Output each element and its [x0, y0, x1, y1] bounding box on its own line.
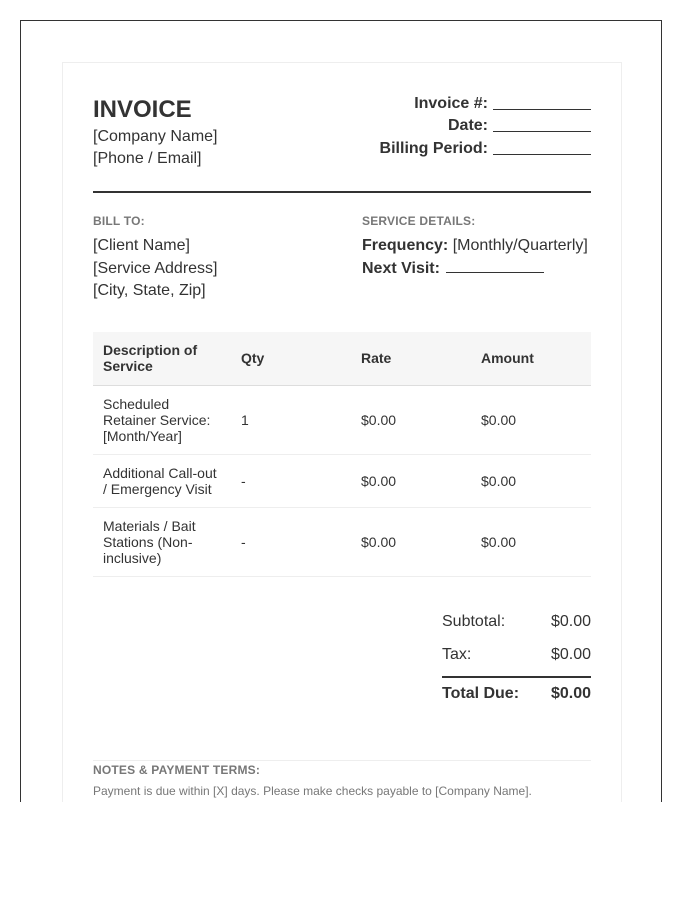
invoice-title: INVOICE: [93, 96, 192, 123]
notes-text: Payment is due within [X] days. Please make checks payable to [Company Name].: [93, 784, 532, 798]
row-description: Scheduled Retainer Service: [Month/Year]: [93, 385, 231, 454]
total-due-value: $0.00: [550, 685, 591, 702]
bill-to-label: BILL TO:: [93, 214, 145, 228]
frequency-row: [362, 237, 588, 255]
table-row: [93, 454, 591, 507]
date-label: Date:: [447, 117, 488, 134]
billing-period-row: [380, 138, 591, 158]
frequency-label: Frequency:: [362, 237, 449, 254]
company-name: [Company Name]: [93, 128, 218, 145]
header-qty: Qty: [231, 332, 351, 385]
header-amount: Amount: [471, 332, 591, 385]
notes-label: NOTES & PAYMENT TERMS:: [93, 763, 261, 777]
row-qty: -: [231, 454, 351, 507]
row-rate: $0.00: [351, 454, 471, 507]
line-items-table: [93, 332, 591, 577]
row-description: Additional Call-out / Emergency Visit: [93, 454, 231, 507]
header-divider: [93, 191, 591, 193]
invoice-number-row: [414, 93, 591, 113]
total-due-row: [442, 685, 591, 703]
row-amount: $0.00: [471, 454, 591, 507]
row-amount: $0.00: [471, 385, 591, 454]
client-name: [Client Name]: [93, 237, 190, 254]
service-address: [Service Address]: [93, 260, 218, 277]
billing-period-blank: [493, 154, 591, 155]
service-details-label: SERVICE DETAILS:: [362, 214, 476, 228]
invoice-header: [93, 93, 591, 193]
subtotal-value: $0.00: [550, 613, 591, 630]
tax-row: [442, 646, 591, 664]
table-row: [93, 385, 591, 454]
total-divider: [442, 676, 591, 678]
date-row: [448, 115, 591, 135]
billing-period-label: Billing Period:: [379, 140, 488, 157]
invoice-number-label: Invoice #:: [414, 95, 488, 112]
header-rate: Rate: [351, 332, 471, 385]
notes-divider: [93, 760, 591, 761]
subtotal-row: [442, 613, 591, 631]
row-amount: $0.00: [471, 507, 591, 576]
header-description: Description of Service: [93, 332, 231, 385]
table-header-row: [93, 332, 591, 385]
invoice-page: [62, 62, 622, 802]
date-blank: [493, 131, 591, 132]
subtotal-label: Subtotal:: [442, 613, 506, 630]
table-row: [93, 507, 591, 576]
invoice-number-blank: [493, 109, 591, 110]
company-contact: [Phone / Email]: [93, 150, 202, 167]
next-visit-row: [362, 260, 544, 278]
tax-label: Tax:: [442, 646, 472, 663]
row-description: Materials / Bait Stations (Non-inclusive): [93, 507, 231, 576]
row-rate: $0.00: [351, 385, 471, 454]
next-visit-label: Next Visit:: [362, 260, 440, 277]
row-qty: 1: [231, 385, 351, 454]
next-visit-blank: [446, 261, 544, 273]
row-rate: $0.00: [351, 507, 471, 576]
row-qty: -: [231, 507, 351, 576]
tax-value: $0.00: [550, 646, 591, 663]
city-state-zip: [City, State, Zip]: [93, 282, 206, 299]
document-frame: [20, 20, 662, 802]
total-due-label: Total Due:: [442, 685, 520, 702]
frequency-value: [Monthly/Quarterly]: [452, 237, 588, 254]
